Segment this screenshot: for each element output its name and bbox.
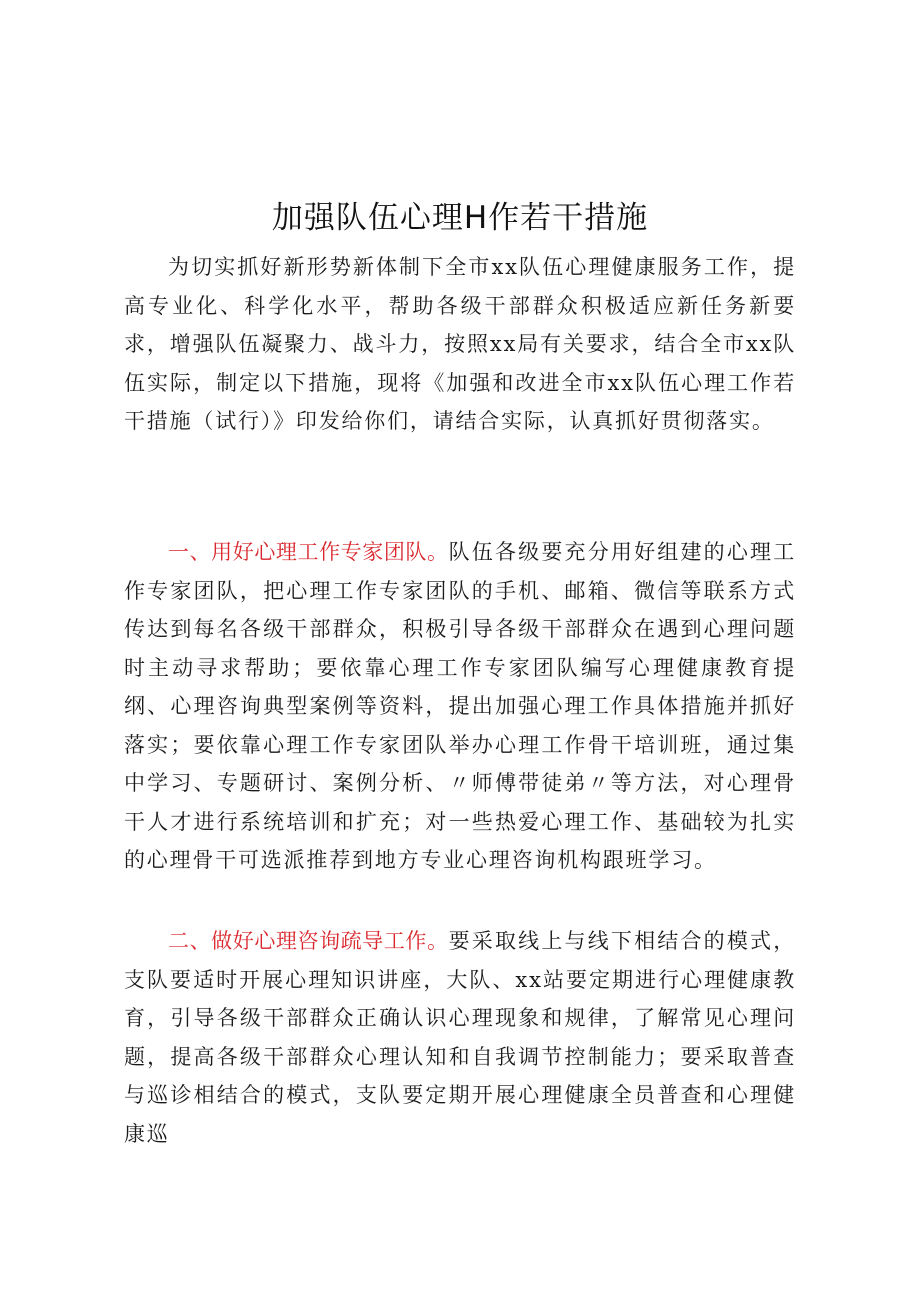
intro-paragraph: 为切实抓好新形势新体制下全市xx队伍心理健康服务工作，提高专业化、科学化水平，帮助各级干部群众积极适应新任务新要求，增强队伍凝聚力、战斗力，按照xx局有关要求，结合全市xx队伍实际，制定以下措施，现将《加强和改进全市xx队伍心理工作若干措施（试行）》印发给你们，请结合实际，认真抓好贯彻落实。	[124, 255, 796, 433]
section-heading-1: 一、用好心理工作专家团队。	[168, 540, 449, 564]
section-text-2: 要采取线上与线下相结合的模式，支队要适时开展心理知识讲座，大队、xx站要定期进行心理健康教育，引导各级干部群众正确认识心理现象和规律，了解常见心理问题，提高各级干部群众心理认知和自我调节控制能力；要采取普查与巡诊相结合的模式，支队要定期开展心理健康全员普查和心理健康巡	[124, 929, 796, 1146]
section-paragraph-2	[124, 922, 796, 1153]
section-paragraph-1	[124, 533, 796, 880]
section-text-1: 队伍各级要充分用好组建的心理工作专家团队，把心理工作专家团队的手机、邮箱、微信等联系方式传达到每名各级干部群众，积极引导各级干部群众在遇到心理问题时主动寻求帮助；要依靠心理工作专家团队编写心理健康教育提纲、心理咨询典型案例等资料，提出加强心理工作具体措施并抓好落实；要依靠心理工作专家团队举办心理工作骨干培训班，通过集中学习、专题研讨、案例分析、〃师傅带徒弟〃等方法，对心理骨干人才进行系统培训和扩充；对一些热爱心理工作、基础较为扎实的心理骨干可选派推荐到地方专业心理咨询机构跟班学习。	[124, 540, 796, 872]
document-title: 加强队伍心理H作若干措施	[271, 200, 649, 236]
section-heading-2: 二、做好心理咨询疏导工作。	[168, 929, 449, 953]
